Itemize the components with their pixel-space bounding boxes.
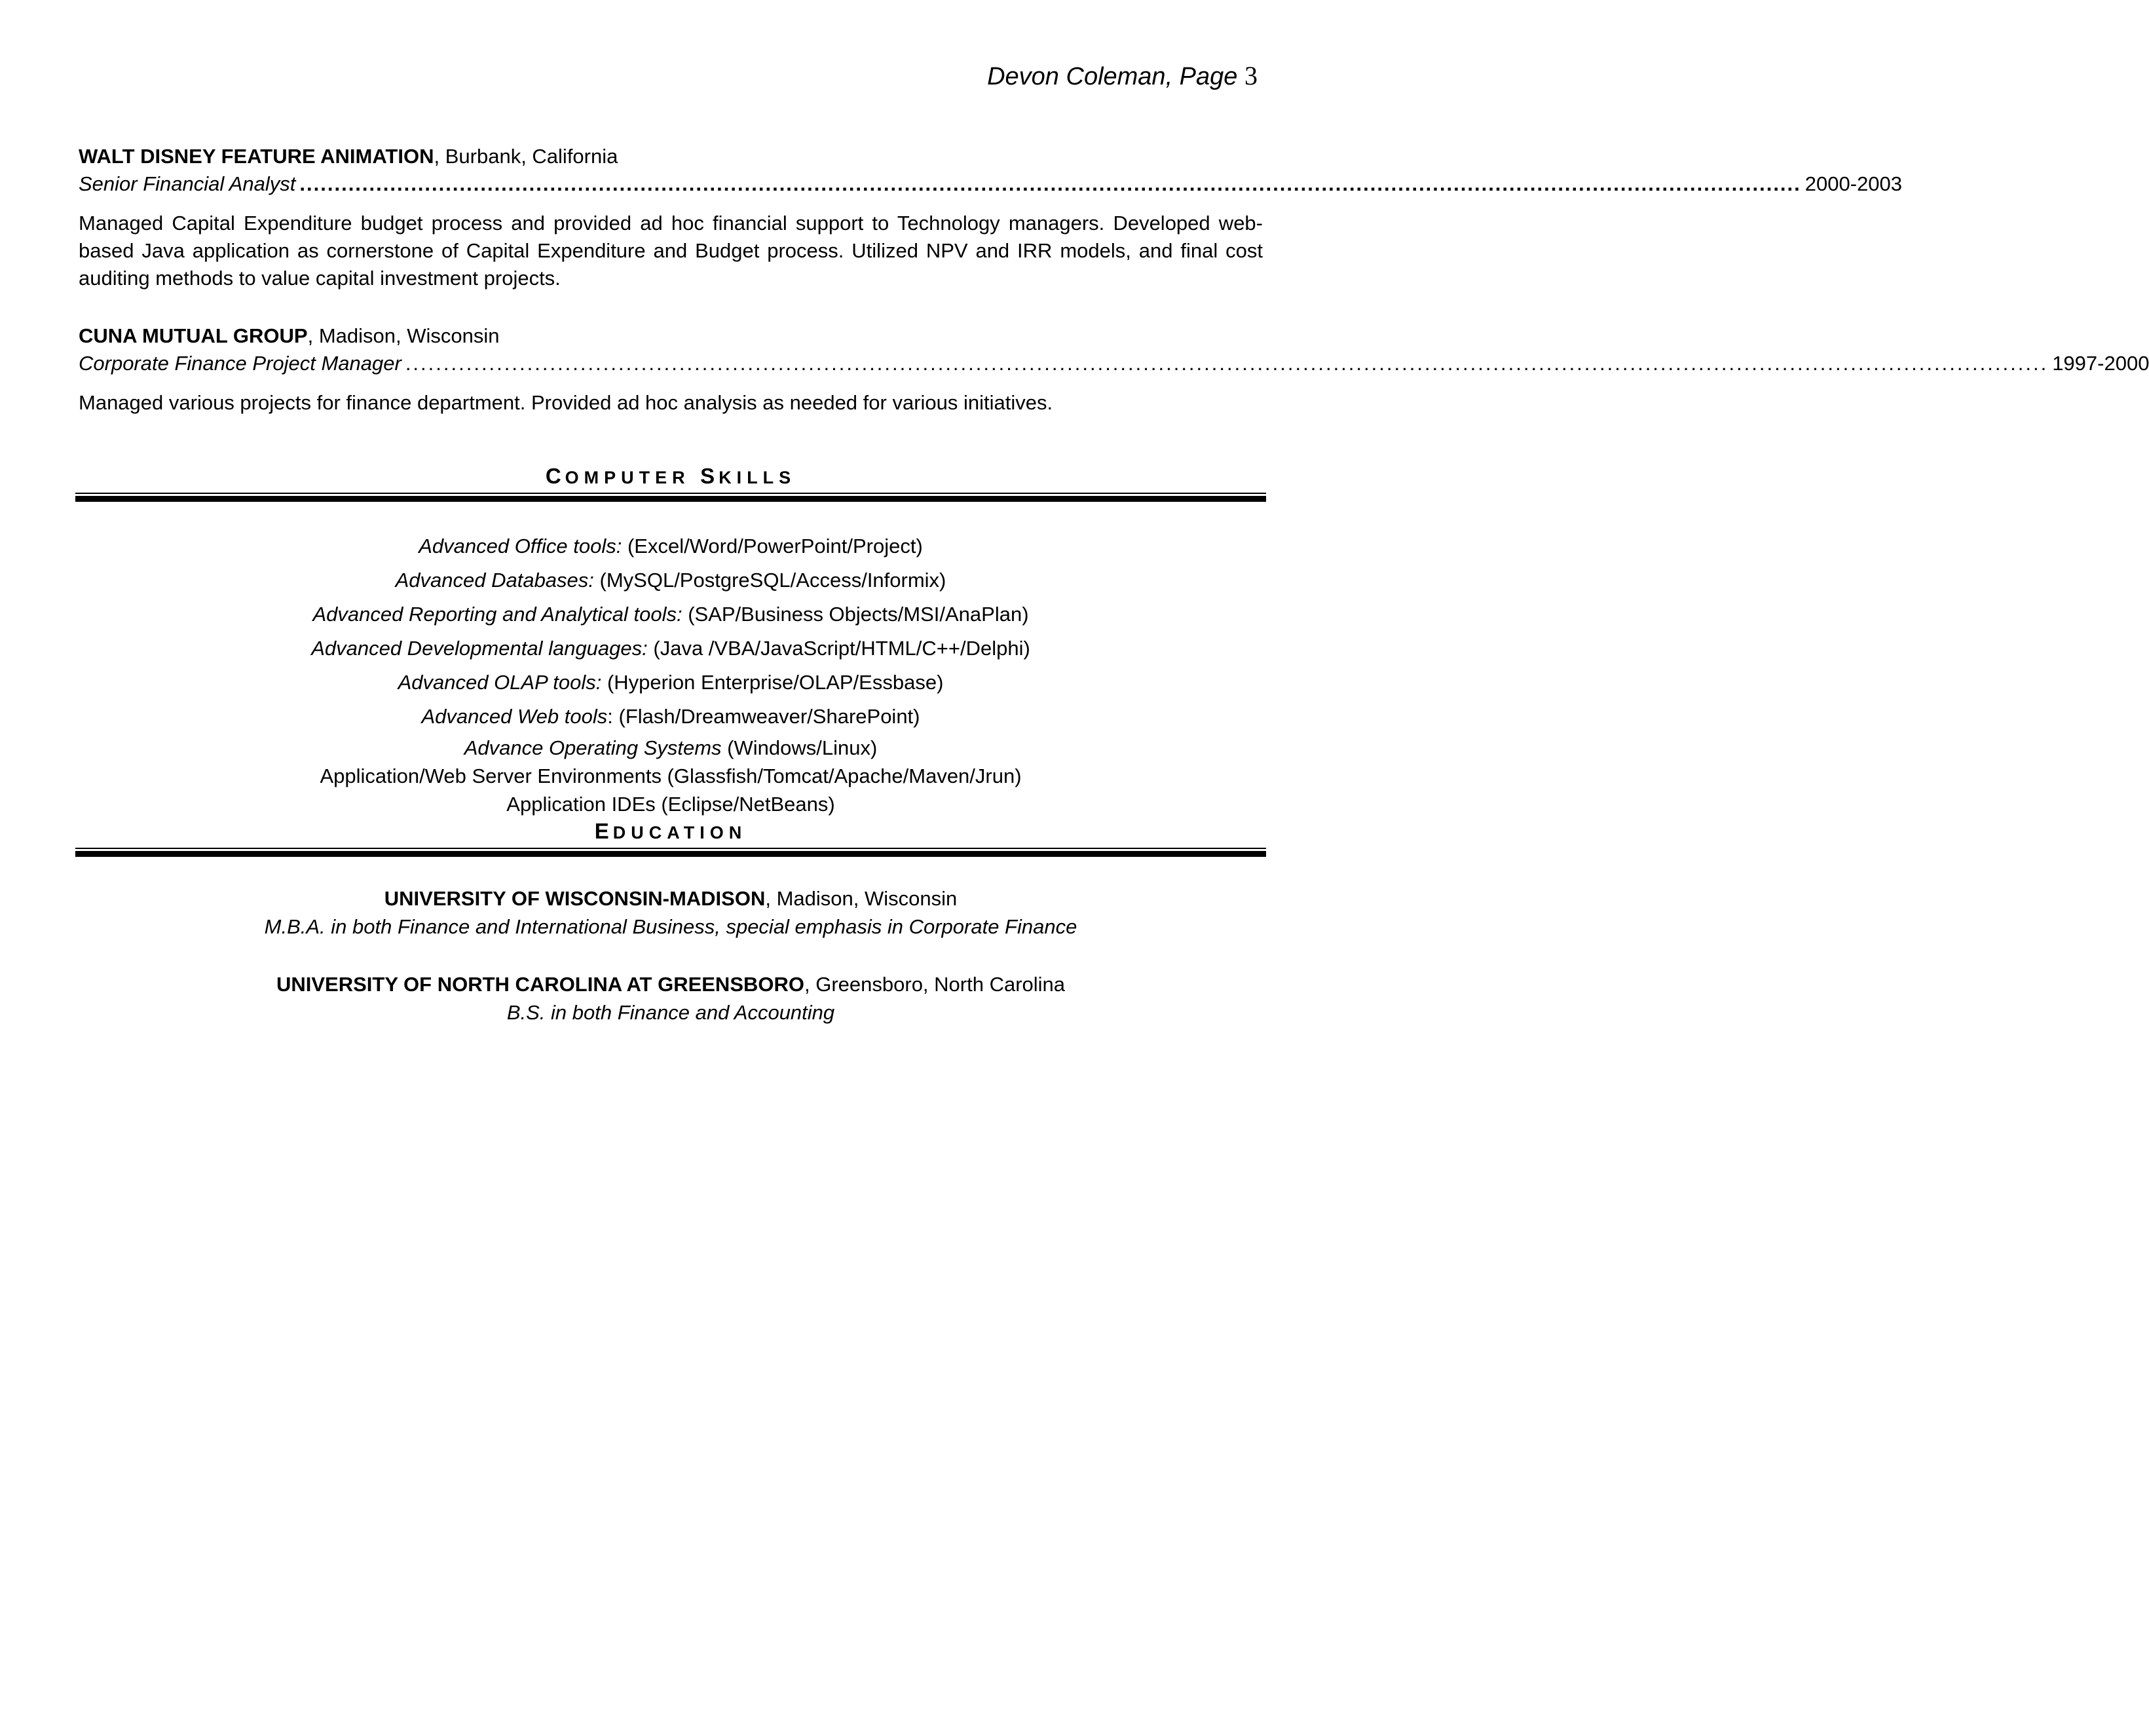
company-line (79, 322, 1263, 350)
degree: M.B.A. in both Finance and International Business, special emphasis in Corporate Finance (264, 915, 1077, 938)
skill-row: Advanced Databases: (MySQL/PostgreSQL/Access/Informix) (395, 569, 946, 592)
job-description: Managed various projects for finance department. Provided ad hoc analysis as needed for various initiatives. (79, 391, 1053, 414)
skill-row: Advanced Developmental languages: (Java /VBA/JavaScript/HTML/C++/Delphi) (311, 637, 1030, 660)
job-title-line (79, 170, 1903, 198)
company-name: CUNA MUTUAL GROUP (79, 324, 308, 347)
school-line (79, 970, 1263, 998)
company-line (79, 143, 1263, 170)
job-title-line (79, 350, 2149, 377)
job-entry (79, 143, 1903, 292)
company-location: , Burbank, California (434, 145, 618, 168)
section-rule-thin (75, 493, 1266, 494)
school-line (79, 884, 1263, 913)
section-rule-thick (75, 496, 1266, 502)
school-location: , Madison, Wisconsin (765, 887, 958, 910)
education-entry (79, 884, 1263, 941)
education-heading (75, 820, 1266, 857)
skill-row: Advanced Reporting and Analytical tools: (SAP/Business Objects/MSI/AnaPlan) (312, 603, 1029, 626)
school-location: , Greensboro, North Carolina (804, 973, 1066, 996)
leader-dots: ........................................................................................................................................................................................................................ (299, 172, 1801, 195)
job-title: Corporate Finance Project Manager (79, 352, 402, 375)
skill-row: Advanced Office tools: (Excel/Word/PowerPoint/Project) (419, 535, 923, 557)
education-entry (79, 970, 1263, 1027)
skills-list (79, 529, 1263, 818)
section-rule-thin (75, 848, 1266, 849)
page-number: 3 (1244, 61, 1258, 90)
header-name: Devon Coleman, Page (987, 63, 1244, 90)
skill-row: Advanced OLAP tools: (Hyperion Enterprise/OLAP/Essbase) (398, 671, 944, 694)
skill-row: Advanced Web tools: (Flash/Dreamweaver/SharePoint) (421, 705, 920, 728)
computer-skills-heading (75, 465, 1266, 502)
school-name: UNIVERSITY OF NORTH CAROLINA AT GREENSBORO (276, 973, 804, 996)
job-title: Senior Financial Analyst (79, 172, 296, 195)
leader-dots: ........................................................................................................................................................................................................................ (405, 352, 2049, 375)
section-rule-thick (75, 851, 1266, 857)
company-name: WALT DISNEY FEATURE ANIMATION (79, 145, 434, 168)
skill-row: Application IDEs (Eclipse/NetBeans) (506, 793, 835, 816)
page-header (987, 60, 1258, 91)
job-description: Managed Capital Expenditure budget process and provided ad hoc financial support to Technology managers. Developed web-based Java application as cornerstone of Capital Expenditure and Budget process. Utilized NPV and IRR models, and final cost auditing methods to value capital investment projects. (79, 212, 1263, 290)
section-title: EDUCATION (594, 819, 747, 843)
job-entry (79, 322, 2149, 417)
job-dates: 2000-2003 (1804, 172, 1903, 195)
skill-row: Advance Operating Systems (Windows/Linux) (464, 736, 878, 759)
degree: B.S. in both Finance and Accounting (506, 1001, 835, 1024)
skill-row: Application/Web Server Environments (Glassfish/Tomcat/Apache/Maven/Jrun) (320, 764, 1022, 787)
job-dates: 1997-2000 (2052, 352, 2149, 375)
school-name: UNIVERSITY OF WISCONSIN-MADISON (384, 887, 766, 910)
section-title: COMPUTER SKILLS (545, 464, 796, 488)
company-location: , Madison, Wisconsin (307, 324, 500, 347)
